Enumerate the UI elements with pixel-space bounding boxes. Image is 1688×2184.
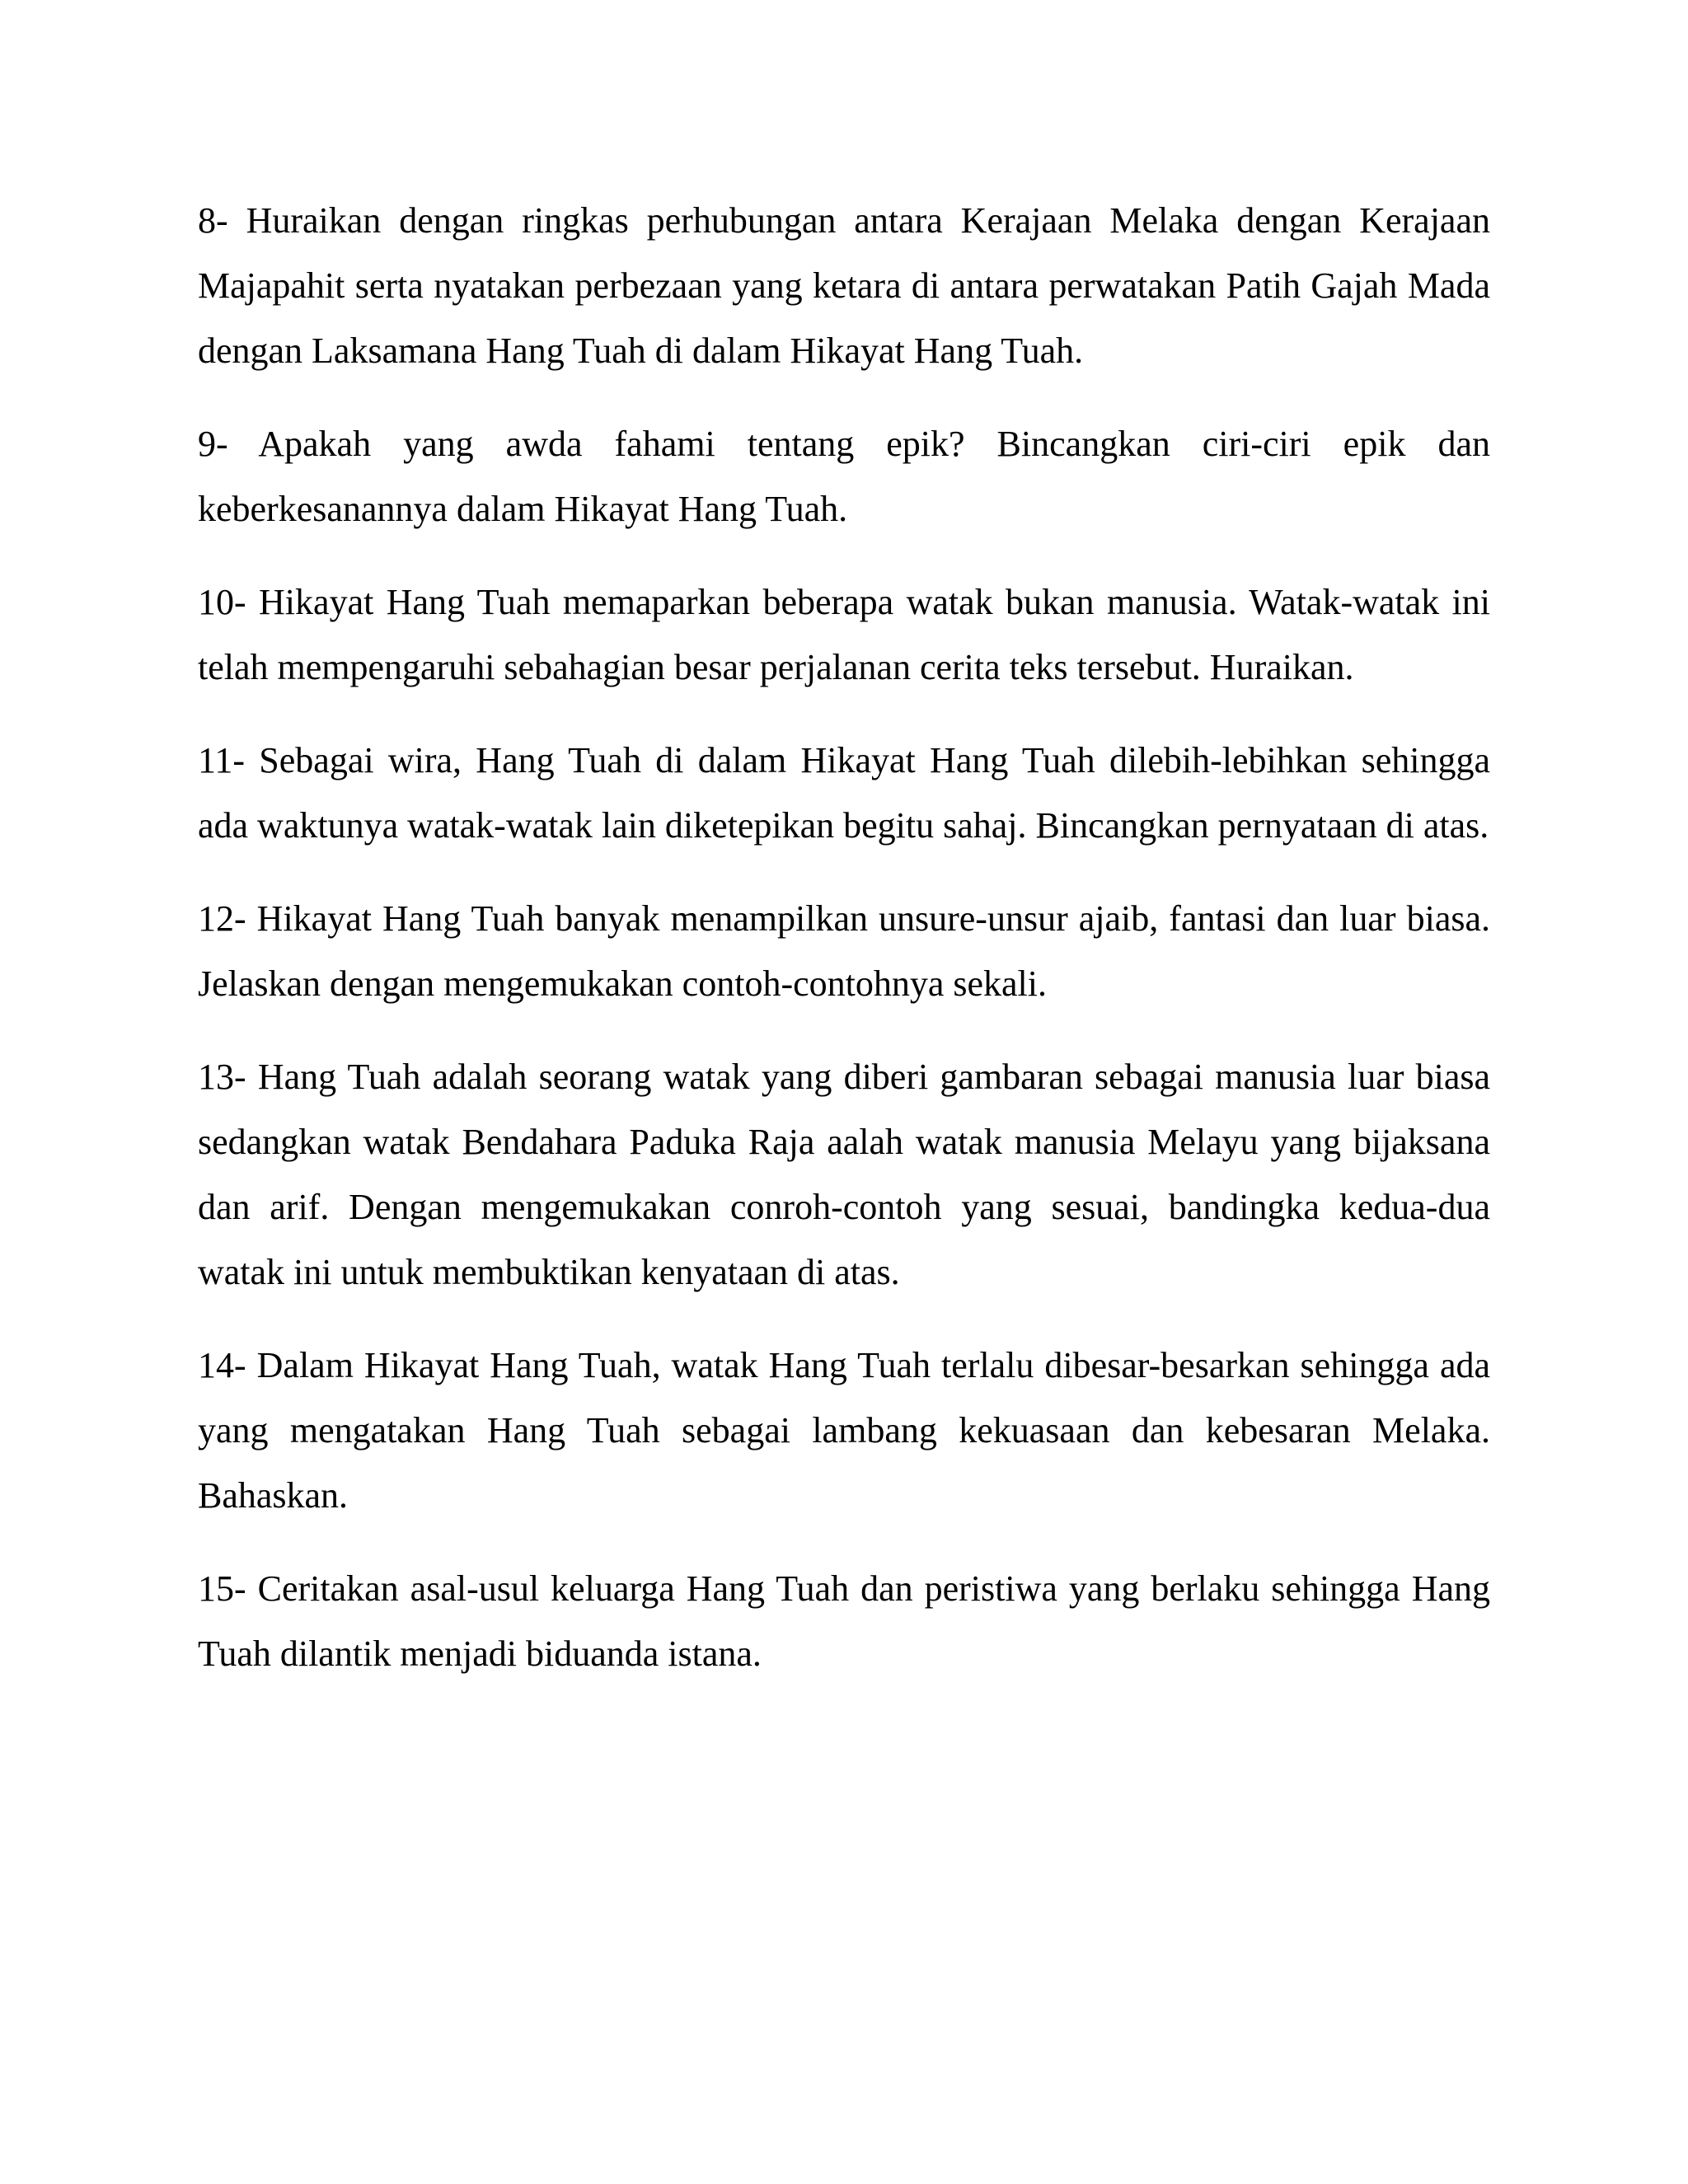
question-14: 14- Dalam Hikayat Hang Tuah, watak Hang Tuah terlalu dibesar-besarkan sehingga ada yang mengatakan Hang Tuah sebagai lambang kekuasaan dan kebesaran Melaka. Bahaskan.	[198, 1345, 1490, 1516]
question-11: 11- Sebagai wira, Hang Tuah di dalam Hikayat Hang Tuah dilebih-lebihkan sehingga ada waktunya watak-watak lain diketepikan begitu sahaj. Bincangkan pernyataan di atas.	[198, 740, 1490, 846]
question-12: 12- Hikayat Hang Tuah banyak menampilkan unsure-unsur ajaib, fantasi dan luar biasa. Jelaskan dengan mengemukakan contoh-contohnya sekali.	[198, 898, 1490, 1004]
question-8: 8- Huraikan dengan ringkas perhubungan antara Kerajaan Melaka dengan Kerajaan Majapahit serta nyatakan perbezaan yang ketara di antara perwatakan Patih Gajah Mada dengan Laksamana Hang Tuah di dalam Hikayat Hang Tuah.	[198, 200, 1490, 371]
question-9: 9- Apakah yang awda fahami tentang epik? Bincangkan ciri-ciri epik dan keberkesanannya dalam Hikayat Hang Tuah.	[198, 424, 1490, 529]
question-10: 10- Hikayat Hang Tuah memaparkan beberapa watak bukan manusia. Watak-watak ini telah mempengaruhi sebahagian besar perjalanan cerita teks tersebut. Huraikan.	[198, 582, 1490, 687]
question-13: 13- Hang Tuah adalah seorang watak yang diberi gambaran sebagai manusia luar biasa sedangkan watak Bendahara Paduka Raja aalah watak manusia Melayu yang bijaksana dan arif. Dengan mengemukakan conroh-contoh yang sesuai, bandingka kedua-dua watak ini untuk membuktikan kenyataan di atas.	[198, 1057, 1490, 1292]
question-15: 15- Ceritakan asal-usul keluarga Hang Tuah dan peristiwa yang berlaku sehingga Hang Tuah dilantik menjadi biduanda istana.	[198, 1568, 1490, 1674]
question-list	[198, 188, 1490, 1714]
